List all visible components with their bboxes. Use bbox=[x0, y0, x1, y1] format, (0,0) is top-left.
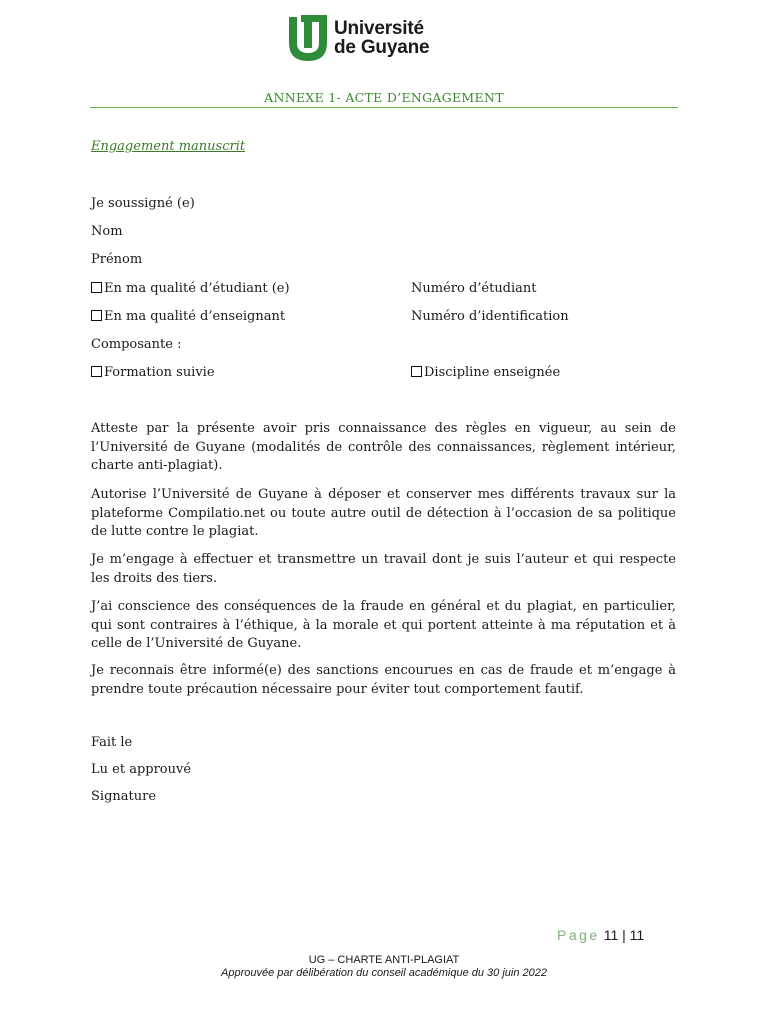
nom-label: Nom bbox=[91, 224, 123, 239]
page-number bbox=[557, 927, 644, 943]
university-logo-mark-icon bbox=[288, 13, 328, 63]
prenom-label: Prénom bbox=[91, 252, 143, 267]
logo-line-2: de Guyane bbox=[334, 37, 430, 58]
signature-label: Signature bbox=[91, 789, 157, 804]
student-checkbox[interactable] bbox=[91, 282, 102, 293]
student-quality-option[interactable] bbox=[91, 281, 290, 296]
formation-label: Formation suivie bbox=[104, 365, 215, 380]
footer-title: UG – CHARTE ANTI-PLAGIAT bbox=[308, 954, 460, 966]
footer-approval: Approuvée par délibération du conseil académique du 30 juin 2022 bbox=[221, 967, 547, 979]
id-number-label: Numéro d’identification bbox=[411, 309, 569, 324]
annex-title: ANNEXE 1- ACTE D’ENGAGEMENT bbox=[264, 90, 504, 105]
paragraph-sanctions: Je reconnais être informé(e) des sanctions encourues en cas de fraude et m’engage à prendre toute précaution nécessaire pour éviter tout comportement fautif. bbox=[91, 663, 676, 697]
teacher-quality-option[interactable] bbox=[91, 309, 285, 324]
lu-approuve-label: Lu et approuvé bbox=[91, 762, 192, 777]
teacher-quality-label: En ma qualité d’enseignant bbox=[104, 309, 286, 324]
paragraph-commit: Je m’engage à effectuer et transmettre un travail dont je suis l’auteur et qui respecte les droits des tiers. bbox=[91, 552, 676, 586]
fait-le-label: Fait le bbox=[91, 735, 133, 750]
paragraph-attest: Atteste par la présente avoir pris connaissance des règles en vigueur, au sein de l’Université de Guyane (modalités de contrôle des connaissances, règlement intérieur, charte anti-plagiat). bbox=[91, 421, 676, 473]
discipline-checkbox[interactable] bbox=[411, 366, 422, 377]
composante-label: Composante : bbox=[91, 337, 182, 352]
student-number-label: Numéro d’étudiant bbox=[411, 281, 537, 296]
page-word: Page bbox=[557, 927, 600, 943]
page-numbers: 11 | 11 bbox=[603, 927, 645, 943]
teacher-checkbox[interactable] bbox=[91, 310, 102, 321]
discipline-label: Discipline enseignée bbox=[424, 365, 561, 380]
title-divider bbox=[90, 107, 678, 108]
university-logo-text bbox=[334, 19, 429, 57]
paragraph-authorize: Autorise l’Université de Guyane à déposer et conserver mes différents travaux sur la plateforme Compilatio.net ou toute autre outil de détection à l’occasion de sa politique de lutte contre le plagiat. bbox=[91, 487, 676, 539]
logo-line-1: Université bbox=[334, 18, 424, 39]
formation-option[interactable] bbox=[91, 365, 215, 380]
discipline-option[interactable] bbox=[411, 365, 560, 380]
student-quality-label: En ma qualité d’étudiant (e) bbox=[104, 281, 290, 296]
university-logo bbox=[288, 13, 429, 63]
formation-checkbox[interactable] bbox=[91, 366, 102, 377]
undersigned-label: Je soussigné (e) bbox=[91, 196, 195, 211]
paragraph-awareness: J’ai conscience des conséquences de la fraude en général et du plagiat, en particulier, qui sont contraires à l’éthique, à la morale et qui portent atteinte à ma réputation et à celle de l’Université de Guyane. bbox=[91, 599, 676, 651]
section-subheading: Engagement manuscrit bbox=[91, 139, 246, 154]
